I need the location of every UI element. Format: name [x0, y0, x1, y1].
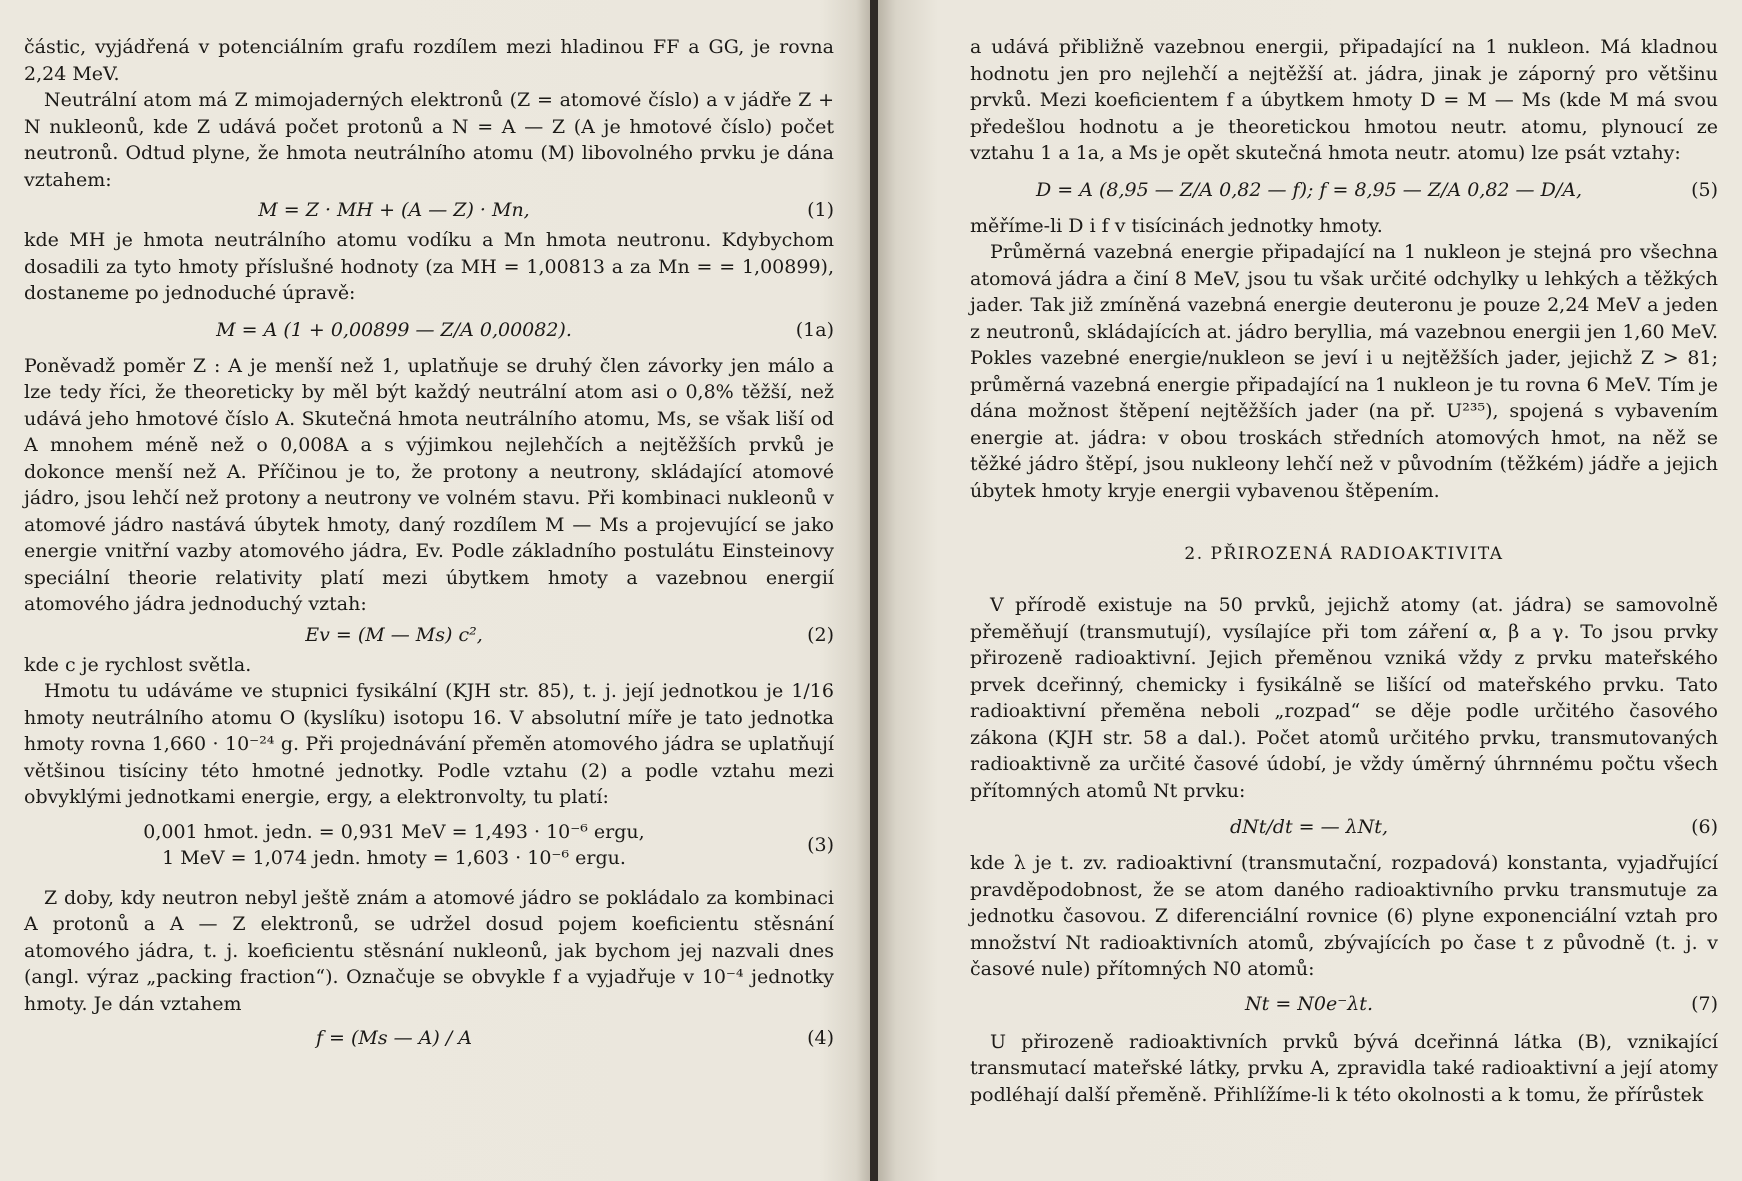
equation-body: M = Z · MH + (A — Z) · Mn,	[258, 199, 530, 221]
paragraph: U přirozeně radioaktivních prvků bývá dceřinná látka (B), vznikající transmutací mateřské látky, prvku A, zpravidla také radioaktivní a její atomy podléhají další přeměně. Přihlížíme-li k této okolnosti a k tomu, že přírůstek	[970, 1030, 1718, 1106]
equation-5	[970, 179, 1718, 201]
equation-3	[24, 819, 834, 871]
paragraph: Z doby, kdy neutron nebyl ještě znám a atomové jádro se pokládalo za kombinaci A protonů a A — Z elektronů, se udržel dosud pojem koeficientu stěsnání atomového jádra, t. j. koeficientu stěsnání nukleonů, jak bychom jej nazvali dnes (angl. výraz „packing fraction“). Označuje se obvykle f a vyjadřuje v 10⁻⁴ jednotky hmoty. Je dán vztahem	[24, 886, 834, 1015]
equation-line: 0,001 hmot. jedn. = 0,931 MeV = 1,493 · 10⁻⁶ ergu,	[143, 820, 645, 843]
paragraph: Poněvadž poměr Z : A je menší než 1, uplatňuje se druhý člen závorky jen málo a lze tedy říci, že theoreticky by měl být každý neutrální atom asi o 0,8% těžší, než udává jeho hmotové číslo A. Skutečná hmota neutrálního atomu, Ms, se však liší od A mnohem méně než o 0,008A a s výjimkou nejlehčích a nejtěžších prvků je dokonce menší než A. Příčinou je to, že protony a neutrony, skládající atomové jádro, jsou lehčí než protony a neutrony ve volném stavu. Při kombinaci nukleonů v atomové jádro nastává úbytek hmoty, daný rozdílem M — Ms a projevující se jako energie vnitřní vazby atomového jádra, Ev. Podle základního postulátu Einsteinovy speciální theorie relativity platí mezi úbytkem hmoty a vazebnou energií atomového jádra jednoduchý vztah:	[24, 354, 834, 615]
left-page	[0, 0, 870, 1181]
equation-7	[970, 993, 1718, 1015]
equation-number: (1a)	[795, 318, 834, 341]
equation-body: M = A (1 + 0,00899 — Z/A 0,00082).	[216, 318, 572, 341]
paragraph: měříme-li D i f v tisícinách jednotky hmoty.	[970, 214, 1383, 237]
equation-body: D = A (8,95 — Z/A 0,82 — f); f = 8,95 — Z/A 0,82 — D/A,	[1036, 178, 1582, 201]
equation-6	[970, 816, 1718, 838]
equation-number: (6)	[1691, 816, 1718, 838]
paragraph: kde λ je t. zv. radioaktivní (transmutační, rozpadová) konstanta, vyjadřující pravděpodobnost, že se atom daného radioaktivního prvku transmutuje za jednotku časovou. Z diferenciální rovnice (6) plyne exponenciální vztah pro množství Nt radioaktivních atomů, zbývajících po čase t z původně (t. j. v časové nule) přítomných N0 atomů:	[970, 852, 1718, 980]
equation-number: (7)	[1691, 992, 1718, 1015]
equation-4	[24, 1027, 834, 1049]
equation-body: dNt/dt = — λNt,	[1229, 816, 1388, 838]
equation-2	[24, 624, 834, 646]
equation-number: (4)	[807, 1027, 834, 1049]
book-gutter	[870, 0, 878, 1181]
paragraph: Průměrná vazebná energie připadající na 1 nukleon je stejná pro všechna atomová jádra a činí 8 MeV, jsou tu však určité odchylky u lehkých a těžkých jader. Tak již zmíněná vazebná energie deuteronu je pouze 2,24 MeV a jeden z neutronů, skládajících at. jádro beryllia, má vazebnou energii jen 1,60 MeV. Pokles vazebné energie/nukleon se jeví i u nejtěžších jader, jejichž Z > 81; průměrná vazebná energie připadající na 1 nukleon je tu rovna 6 MeV. Tím je dána možnost štěpení nejtěžších jader (na př. U²³⁵), spojená s vybavením energie at. jádra: v obou troskách středních atomových hmot, na něž se těžké jádro štěpí, jsou nukleony lehčí než v původním (těžkém) jádře a jejich úbytek hmoty kryje energii vybavenou štěpením.	[970, 241, 1718, 502]
equation-number: (1)	[807, 199, 834, 221]
equation-body: Ev = (M — Ms) c²,	[305, 623, 483, 646]
equation-body	[24, 819, 764, 871]
paragraph: V přírodě existuje na 50 prvků, jejichž atomy (at. jádra) se samovolně přeměňují (transmutují), vysílajíce při tom záření α, β a γ. To jsou prvky přirozeně radioaktivní. Jejich přeměnou vzniká vždy z prvku mateřského prvek dceřinný, chemicky i fysikálně se lišící od mateřského prvku. Tato radioaktivní přeměna neboli „rozpad“ se děje podle určitého časového zákona (KJH str. 58 a dal.). Počet atomů určitého prvku, transmutovaných radioaktivně za určité časové údobí, je vždy úměrný úhrnnému počtu všech přítomných atomů Nt prvku:	[970, 594, 1718, 802]
section-heading: 2. PŘIROZENÁ RADIOAKTIVITA	[1184, 544, 1504, 564]
equation-body: f = (Ms — A) / A	[315, 1027, 473, 1049]
paragraph: částic, vyjádřená v potenciálním grafu rozdílem mezi hladinou FF a GG, je rovna 2,24 MeV.	[24, 36, 834, 85]
equation-1a	[24, 319, 834, 341]
equation-body: Nt = N0e⁻λt.	[1245, 992, 1373, 1015]
equation-line: 1 MeV = 1,074 jedn. hmoty = 1,603 · 10⁻⁶ ergu.	[162, 846, 626, 869]
paragraph: Neutrální atom má Z mimojaderných elektronů (Z = atomové číslo) a v jádře Z + N nukleonů, kde Z udává počet protonů a N = A — Z (A je hmotové číslo) počet neutronů. Odtud plyne, že hmota neutrálního atomu (M) libovolného prvku je dána vztahem:	[24, 89, 834, 191]
paragraph: kde MH je hmota neutrálního atomu vodíku a Mn hmota neutronu. Kdybychom dosadili za tyto hmoty příslušné hodnoty (za MH = 1,00813 a za Mn = = 1,00899), dostaneme po jednoduché úpravě:	[24, 229, 834, 304]
equation-1	[24, 199, 834, 221]
paragraph: Hmotu tu udáváme ve stupnici fysikální (KJH str. 85), t. j. její jednotkou je 1/16 hmoty neutrálního atomu O (kyslíku) isotopu 16. V absolutní míře je tato jednotka hmoty rovna 1,660 · 10⁻²⁴ g. Při projednávání přeměn atomového jádra se uplatňují většinou tisíciny této hmotné jednotky. Podle vztahu (2) a podle vztahu mezi obvyklými jednotkami energie, ergy, a elektronvolty, tu platí:	[24, 680, 834, 808]
equation-number: (2)	[807, 623, 834, 646]
paragraph: kde c je rychlost světla.	[24, 653, 252, 676]
equation-number: (3)	[807, 833, 834, 856]
paragraph: a udává přibližně vazebnou energii, připadající na 1 nukleon. Má kladnou hodnotu jen pro nejlehčí a nejtěžší at. jádra, jinak je záporný pro většinu prvků. Mezi koeficientem f a úbytkem hmoty D = M — Ms (kde M má svou předešlou hodnotu a je theoretickou hmotou neutr. atomu, plynoucí ze vztahu 1 a 1a, a Ms je opět skutečná hmota neutr. atomu) lze psát vztahy:	[970, 36, 1718, 164]
equation-number: (5)	[1691, 178, 1718, 201]
right-page	[878, 0, 1742, 1181]
